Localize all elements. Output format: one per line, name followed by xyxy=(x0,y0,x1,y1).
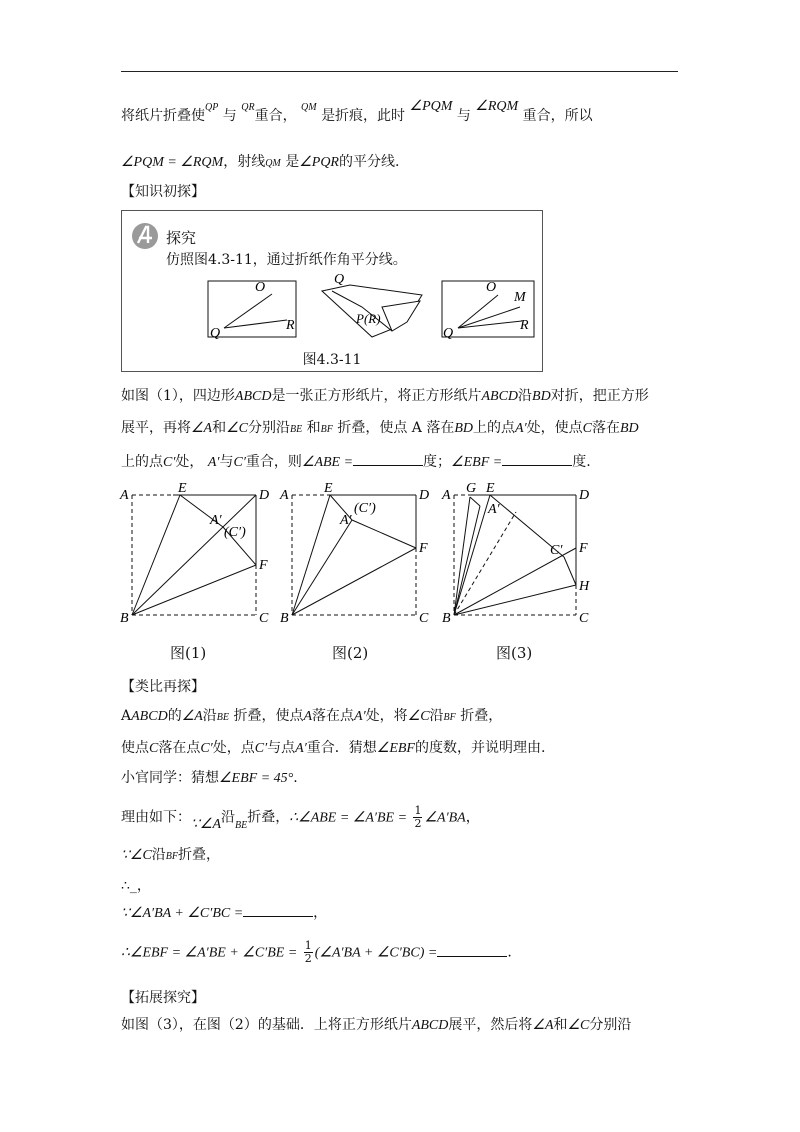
answer-blank-ebf[interactable] xyxy=(502,451,572,466)
fig2-label-q: Q xyxy=(334,272,345,287)
explore-title: 探究 xyxy=(166,229,197,247)
fig1-label-a: A xyxy=(120,488,129,503)
math: ∠EBF = xyxy=(451,455,503,470)
frac-den: 2 xyxy=(414,817,422,830)
text: 折叠，使点 xyxy=(233,708,304,724)
text: 处，使点 xyxy=(526,420,583,436)
fig1-frame xyxy=(208,281,296,337)
fig3-label-r: R xyxy=(520,318,529,333)
text: 处，点 xyxy=(212,740,255,756)
text: . xyxy=(507,944,512,961)
math: ∠ABE = xyxy=(301,455,354,470)
math-qp: QP xyxy=(205,102,219,113)
math: ABCD xyxy=(481,389,519,404)
fig1-bf xyxy=(132,565,256,615)
fig1-label-c1: (C′) xyxy=(224,525,246,540)
reason-line-1 xyxy=(121,805,480,830)
problem1-line-1 xyxy=(121,386,649,407)
text: 是折痕，此时 xyxy=(321,108,406,124)
fig1-label-r: R xyxy=(286,318,295,333)
fig3-label-h: H xyxy=(579,579,590,594)
frac-num: 1 xyxy=(304,939,312,952)
math: C′ xyxy=(254,741,268,756)
text: 的度数，并说明理由. xyxy=(415,740,546,756)
text: 折叠， xyxy=(178,847,221,863)
frac-num: 1 xyxy=(414,804,422,817)
math: C′ xyxy=(163,455,176,470)
text: 理由如下： xyxy=(121,809,191,826)
square-figures xyxy=(118,480,608,630)
intro-line-1 xyxy=(121,99,593,128)
math: ABCD xyxy=(234,389,272,404)
text: 度. xyxy=(572,454,591,470)
text: 沿 xyxy=(202,708,217,724)
math: ∠C xyxy=(407,709,430,724)
math: ∵∠A′BA + ∠C′BC = xyxy=(121,906,244,921)
explore-panel xyxy=(121,210,543,372)
fig1-be xyxy=(132,495,180,615)
figure-2-caption: 图(2) xyxy=(332,644,369,662)
fig3-label-o: O xyxy=(486,280,497,295)
fig3-ga1 xyxy=(470,497,480,506)
fig3-label-q: Q xyxy=(443,326,454,341)
fig2-label-a: A xyxy=(280,488,289,503)
text: 分别沿 xyxy=(248,420,290,436)
text: 落在 xyxy=(592,420,620,436)
math: BE xyxy=(290,424,303,435)
text: 与 xyxy=(219,454,234,470)
text: 如图（3），在图（2）的基础．上将正方形纸片 xyxy=(121,1017,412,1033)
math: ∠A xyxy=(191,421,213,436)
fig3-label-d: D xyxy=(579,488,590,503)
problem2-line-2 xyxy=(121,738,545,759)
problem1-line-2 xyxy=(121,418,639,440)
explore-description: 仿照图4.3-11，通过折纸作角平分线。 xyxy=(166,252,407,268)
fig2-label-pr: P(R) xyxy=(356,311,381,326)
math: C xyxy=(582,421,592,436)
text: 与 xyxy=(222,108,237,124)
fig1-label-a1: A′ xyxy=(210,513,222,528)
text: 重合．猜想 xyxy=(306,740,377,756)
math-qm: QM xyxy=(265,158,281,169)
fig3-label-f: F xyxy=(579,541,588,556)
math: A′ xyxy=(207,455,220,470)
fig1-label-c: C xyxy=(259,611,269,626)
math: ∵∠C xyxy=(121,848,152,863)
text: 和 xyxy=(553,1017,568,1033)
explore-caption: 图4.3-11 xyxy=(302,352,362,368)
text: . xyxy=(293,770,298,786)
frac-den: 2 xyxy=(304,952,312,965)
fig1-label-o: O xyxy=(255,280,266,295)
fig2-ba1 xyxy=(292,520,352,615)
text: 使点 xyxy=(121,740,149,756)
text: 折叠， xyxy=(247,809,290,826)
fig2-label-c1: (C′) xyxy=(354,501,376,516)
fig1-label-b: B xyxy=(120,611,129,626)
math: BE xyxy=(235,819,248,831)
reason-line-3: ∴_， xyxy=(121,878,151,894)
text: 如图（1），四边形 xyxy=(121,388,235,404)
intro-line-2 xyxy=(121,152,399,174)
text: 将纸片折叠使 xyxy=(121,108,205,124)
reason-line-4 xyxy=(121,902,327,924)
math: ∴∠ABE = ∠A′BE = xyxy=(289,810,408,826)
math: ∠EBF xyxy=(376,741,415,756)
text: 度； xyxy=(423,454,452,470)
math: (∠A′BA + ∠C′BC) = xyxy=(314,945,438,961)
math-eq: ∠PQM = ∠RQM xyxy=(121,155,224,170)
math: BD xyxy=(532,389,551,404)
math: ∠A xyxy=(181,709,203,724)
fig3-label-g: G xyxy=(466,481,477,496)
fig3-bf xyxy=(454,548,576,615)
section-heading-2: 【类比再探】 xyxy=(121,679,205,695)
text: 上的点 xyxy=(473,420,516,436)
fig3-label-e: E xyxy=(486,481,495,496)
fig3-label-c1: C′ xyxy=(550,543,563,558)
fig2-label-b: B xyxy=(280,611,289,626)
fig2-label-a1: A′ xyxy=(340,513,352,528)
figure-1 xyxy=(119,481,269,626)
text: 展平，再将 xyxy=(121,420,191,436)
text: ，射线 xyxy=(223,154,266,170)
math: ∴∠EBF = ∠A′BE + ∠C′BE = xyxy=(121,945,298,961)
text: 沿 xyxy=(429,708,444,724)
explore-icon xyxy=(130,221,160,251)
math-pqr: ∠PQR xyxy=(299,155,339,170)
math: ABCD xyxy=(131,709,168,724)
math: C xyxy=(149,741,159,756)
answer-blank-sum[interactable] xyxy=(243,902,313,917)
figure-1-caption: 图(1) xyxy=(170,644,207,662)
text: 上的点 xyxy=(121,454,163,470)
text: 处，将 xyxy=(365,708,408,724)
text: 的 xyxy=(167,708,182,724)
fig2-label-f: F xyxy=(419,541,428,556)
section-heading-3: 【拓展探究】 xyxy=(121,990,205,1006)
guess-line xyxy=(121,768,298,789)
fig2-a1f xyxy=(352,520,416,548)
math: BD xyxy=(454,421,474,436)
fig3-label-m: M xyxy=(514,290,526,305)
fig3-label-c: C xyxy=(579,611,589,626)
figure-3 xyxy=(441,481,590,626)
math: ∠A′BA xyxy=(424,810,466,826)
fig2-bf xyxy=(292,548,416,615)
math-qr: QR xyxy=(241,102,255,113)
math-qm: QM xyxy=(301,102,317,113)
math: ∠C xyxy=(567,1018,590,1033)
math: BF xyxy=(165,851,179,862)
fraction-half-2 xyxy=(304,940,313,965)
math: C′ xyxy=(200,741,213,756)
text: 折叠， xyxy=(460,708,503,724)
fig3-be xyxy=(454,495,490,615)
math: A′ xyxy=(295,741,307,756)
text: 沿 xyxy=(221,809,236,826)
text: 折叠，使点 A 落在 xyxy=(337,420,455,436)
text: 重合， xyxy=(254,108,297,124)
math: ∠A xyxy=(532,1018,554,1033)
fig3-label-a: A xyxy=(442,488,451,503)
text: 重合，则 xyxy=(245,454,302,470)
fig1-bd xyxy=(132,495,256,615)
section-heading-1: 【知识初探】 xyxy=(121,184,205,200)
math: BD xyxy=(620,421,639,436)
problem1-line-3 xyxy=(121,451,591,473)
figure-2 xyxy=(279,481,429,626)
fig3-c1h xyxy=(564,557,576,585)
answer-blank-abe[interactable] xyxy=(353,451,423,466)
explore-figures xyxy=(122,267,542,351)
text: 沿 xyxy=(518,388,533,404)
math: ∵∠A xyxy=(191,816,222,832)
text: 与点 xyxy=(267,740,296,756)
text: ， xyxy=(465,809,480,826)
math: BF xyxy=(320,424,333,435)
reason-line-5 xyxy=(121,940,512,965)
math: A′ xyxy=(515,421,527,436)
fig1-label-f: F xyxy=(259,558,268,573)
text: 小官同学：猜想 xyxy=(121,770,219,786)
math: BF xyxy=(443,712,456,723)
math-rqm: ∠RQM xyxy=(475,99,519,114)
figure-3-caption: 图(3) xyxy=(496,644,533,662)
math: ABCD xyxy=(411,1018,449,1033)
text: A xyxy=(121,708,132,724)
fig1-label-e: E xyxy=(178,481,187,496)
text: 与 xyxy=(456,108,471,124)
math: ∠EBF = 45° xyxy=(219,771,294,786)
fig1-label-q: Q xyxy=(210,326,221,341)
fig1-label-d: D xyxy=(259,488,270,503)
fig2-label-c: C xyxy=(419,611,429,626)
text: 展平，然后将 xyxy=(448,1017,533,1033)
reason-line-2 xyxy=(121,845,220,867)
math: A′ xyxy=(354,709,366,724)
math: BE xyxy=(216,712,230,723)
fig2-label-e: E xyxy=(324,481,333,496)
math: C′ xyxy=(233,455,246,470)
fraction-half xyxy=(413,805,422,830)
fig3-ray-o xyxy=(458,295,498,328)
answer-blank-ebf-final[interactable] xyxy=(437,942,507,957)
text: 处， xyxy=(175,454,204,470)
problem2-line-1 xyxy=(121,706,502,728)
math-pqm: ∠PQM xyxy=(409,99,453,114)
math: A xyxy=(303,709,313,724)
problem3-line-1 xyxy=(121,1015,631,1036)
math: ∠C xyxy=(226,421,248,436)
text: 对折，把正方形 xyxy=(550,388,649,404)
fig2-label-d: D xyxy=(419,488,430,503)
text: 是 xyxy=(285,154,300,170)
text: 的平分线. xyxy=(338,154,400,170)
fig3-label-a1: A′ xyxy=(488,502,500,517)
fig3-dashed-mid xyxy=(454,512,516,615)
header-rule xyxy=(121,71,678,72)
text: 分别沿 xyxy=(589,1017,632,1033)
text: 落在点 xyxy=(158,740,201,756)
text: 是一张正方形纸片，将正方形纸片 xyxy=(271,388,482,404)
text: 和 xyxy=(212,420,227,436)
text: 和 xyxy=(306,420,321,436)
text: 落在点 xyxy=(312,708,355,724)
fig3-bh xyxy=(454,585,576,615)
text: 沿 xyxy=(151,847,166,863)
text: ， xyxy=(313,905,328,921)
text: 重合，所以 xyxy=(522,108,593,124)
fig3-label-b: B xyxy=(442,611,451,626)
